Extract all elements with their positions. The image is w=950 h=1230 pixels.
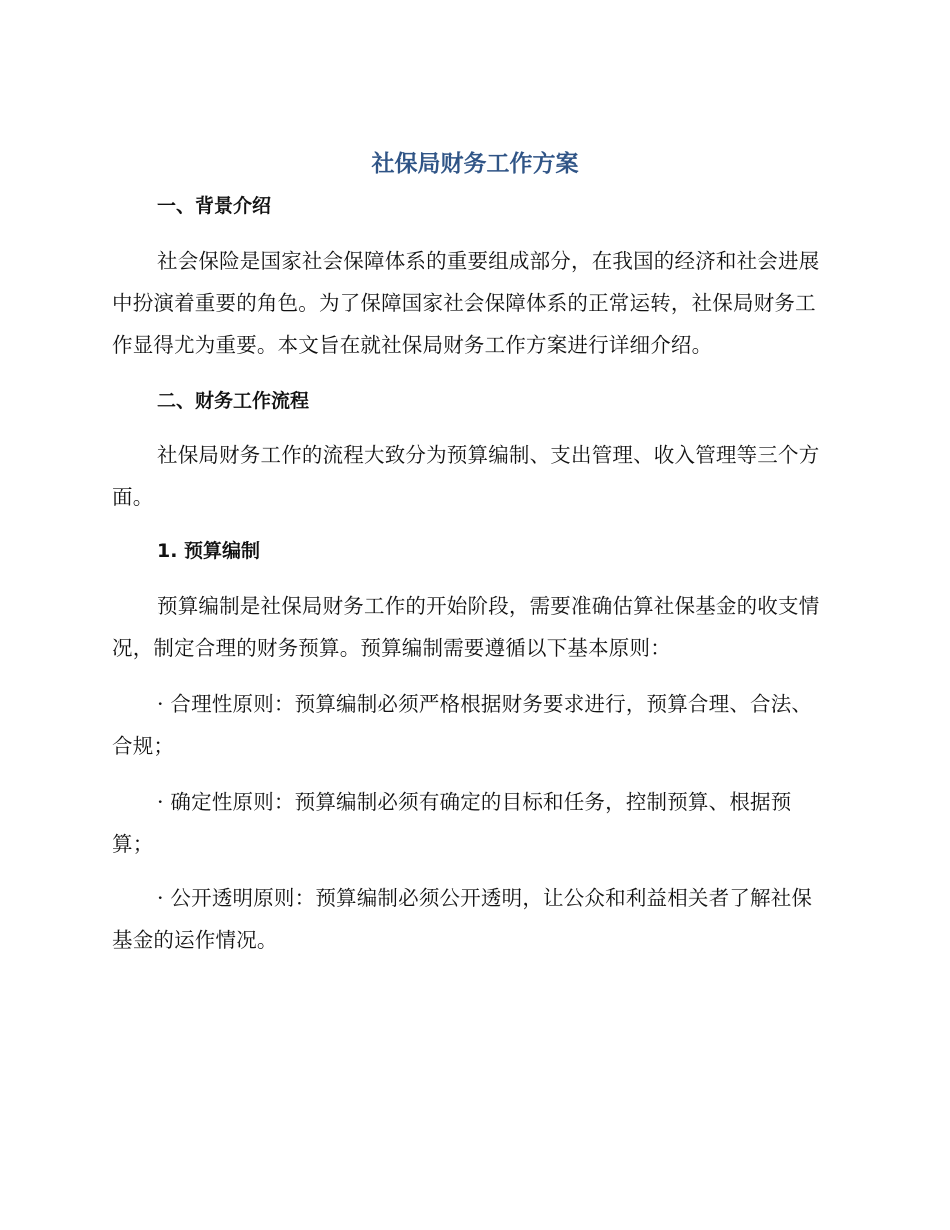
document-title: 社保局财务工作方案 <box>371 151 579 177</box>
subsection-heading-budget: 1. 预算编制 <box>157 540 261 562</box>
paragraph-budget: 预算编制是社保局财务工作的开始阶段，需要准确估算社保基金的收支情况，制定合理的财务预算。预算编制需要遵循以下基本原则： <box>112 594 820 660</box>
section-heading-background: 一、背景介绍 <box>157 195 272 217</box>
section-heading-workflow: 二、财务工作流程 <box>157 390 310 412</box>
principle-item: · 合理性原则：预算编制必须严格根据财务要求进行，预算合理、合法、合规； <box>112 692 813 758</box>
principle-item: · 确定性原则：预算编制必须有确定的目标和任务，控制预算、根据预算； <box>112 790 792 856</box>
paragraph-background: 社会保险是国家社会保障体系的重要组成部分，在我国的经济和社会进展中扮演着重要的角色。为了保障国家社会保障体系的正常运转，社保局财务工作显得尤为重要。本文旨在就社保局财务工作方案进行详细介绍。 <box>112 249 820 357</box>
principle-item: · 公开透明原则：预算编制必须公开透明，让公众和利益相关者了解社保基金的运作情况。 <box>112 886 813 952</box>
paragraph-workflow: 社保局财务工作的流程大致分为预算编制、支出管理、收入管理等三个方面。 <box>112 443 820 509</box>
